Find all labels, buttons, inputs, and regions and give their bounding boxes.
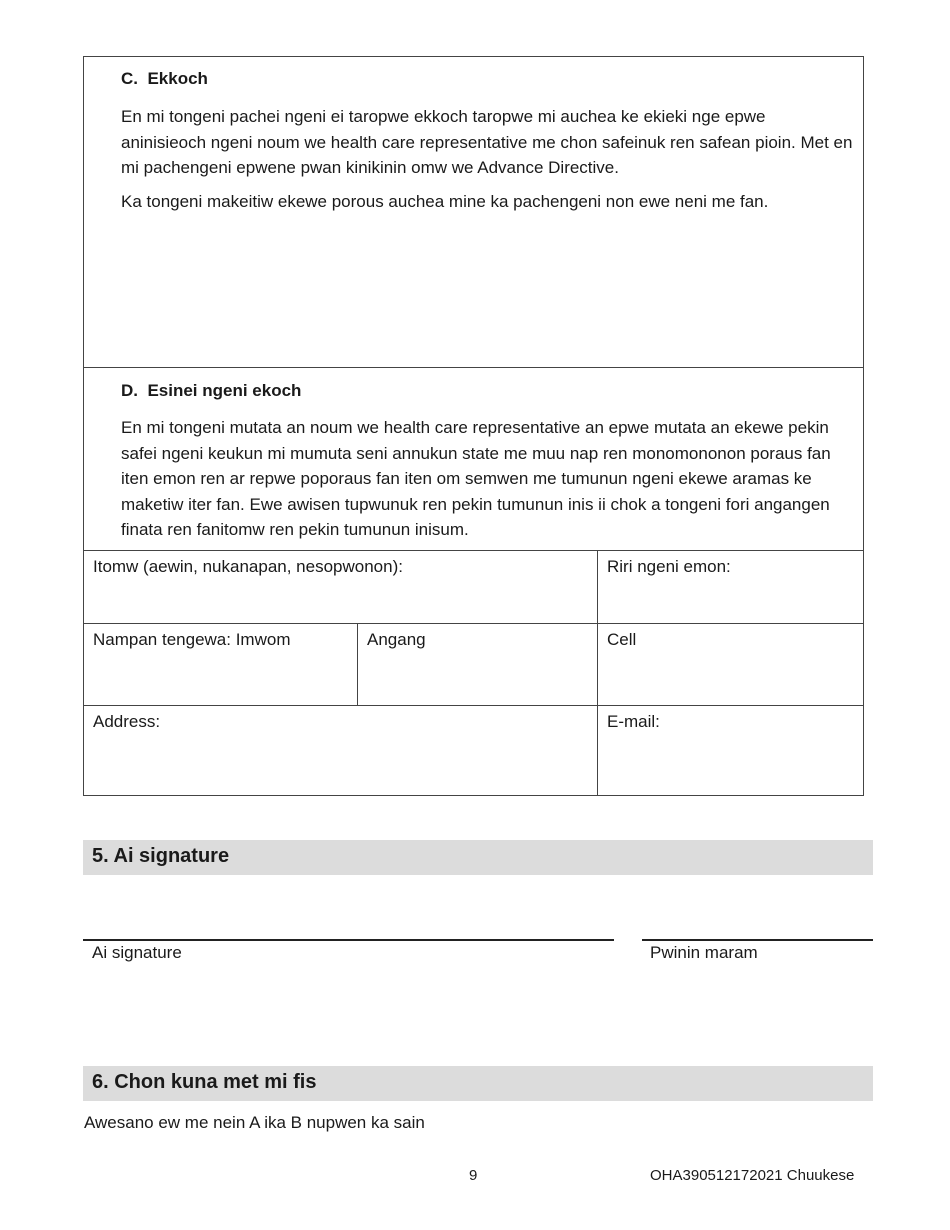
phone-work-field[interactable] <box>358 624 597 705</box>
relationship-field[interactable] <box>598 551 863 623</box>
document-code: OHA390512172021 Chuukese <box>650 1167 855 1184</box>
email-field[interactable] <box>598 706 863 795</box>
section-5-heading: 5. Ai signature <box>92 845 230 867</box>
page-number: 9 <box>469 1167 478 1184</box>
section-c-box <box>83 56 864 368</box>
date-line[interactable] <box>642 939 873 941</box>
section-6-heading: 6. Chon kuna met mi fis <box>92 1071 317 1093</box>
signature-label: Ai signature <box>92 943 182 962</box>
phone-home-label: Nampan tengewa: Imwom <box>93 630 291 649</box>
section-d-box <box>83 367 864 551</box>
section-6-header <box>83 1066 873 1101</box>
section-d-paragraph: En mi tongeni mutata an noum we health care representative an epwe mutata an ekewe pekin safei ngeni keukun mi mumuta seni annukun state me muu nap ren monomononon poraus fan iten emon ren ar repwe poporaus fan iten om semwen me tumunun ngeni ekewe aramas ke maketiw iter fan. Ewe awisen tupwunuk ren pekin tumunun inis ii chok a tongeni fori angangen finata ren fanitomw ren pekin tumunun inisum. <box>121 418 831 539</box>
phone-cell-label: Cell <box>607 630 637 649</box>
section-c-paragraph-1: En mi tongeni pachei ngeni ei taropwe ekkoch taropwe mi auchea ke ekieki nge epwe aninisieoch ngeni noum we health care representative me chon safeinuk ren safean pioin. Met en mi pachengeni epwene pwan kinikinin omw we Advance Directive. <box>121 107 853 177</box>
email-label: E-mail: <box>607 712 660 731</box>
phone-cell-field[interactable] <box>598 624 863 705</box>
section-5-header <box>83 840 873 875</box>
section-c-title: C. Ekkoch <box>121 69 208 88</box>
phone-home-field[interactable] <box>84 624 357 705</box>
name-field[interactable] <box>84 551 597 623</box>
address-field[interactable] <box>84 706 597 795</box>
phone-work-label: Angang <box>367 630 426 649</box>
section-d-title: D. Esinei ngeni ekoch <box>121 381 302 400</box>
date-label: Pwinin maram <box>650 943 758 962</box>
section-6-instruction: Awesano ew me nein A ika B nupwen ka sain <box>84 1113 425 1132</box>
signature-line[interactable] <box>83 939 614 941</box>
section-c-paragraph-2: Ka tongeni makeitiw ekewe porous auchea mine ka pachengeni non ewe neni me fan. <box>121 192 769 211</box>
contact-table <box>83 550 864 796</box>
address-label: Address: <box>93 712 161 731</box>
relationship-label: Riri ngeni emon: <box>607 557 731 576</box>
name-label: Itomw (aewin, nukanapan, nesopwonon): <box>93 557 403 576</box>
